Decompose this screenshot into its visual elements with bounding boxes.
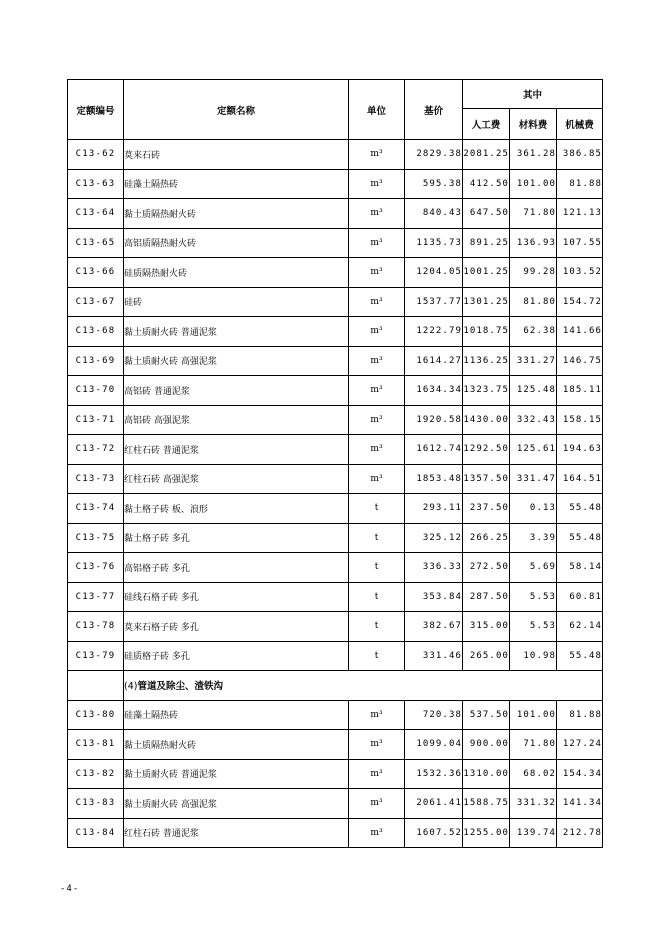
cell-code: C13-77: [68, 582, 124, 612]
cell-labor: 1323.75: [463, 376, 510, 406]
cell-unit: m³: [349, 818, 405, 848]
cell-material: 71.80: [510, 199, 557, 229]
cell-code: C13-67: [68, 287, 124, 317]
cell-base: 1853.48: [405, 464, 463, 494]
cell-base: 720.38: [405, 700, 463, 730]
cell-name: 黏土质耐火砖 普通泥浆: [124, 759, 349, 789]
cell-machine: 154.72: [557, 287, 603, 317]
cell-base: 595.38: [405, 169, 463, 199]
cell-material: 331.27: [510, 346, 557, 376]
cell-base: 1920.58: [405, 405, 463, 435]
cell-labor: 266.25: [463, 523, 510, 553]
cell-base: 1614.27: [405, 346, 463, 376]
cell-name: 硅砖: [124, 287, 349, 317]
table-row: [68, 464, 603, 494]
cell-labor: 1018.75: [463, 317, 510, 347]
table-row: [68, 494, 603, 524]
cell-code: C13-71: [68, 405, 124, 435]
cell-material: 68.02: [510, 759, 557, 789]
header-base-price: 基价: [405, 80, 463, 140]
cell-name: 高铝格子砖 多孔: [124, 553, 349, 583]
cell-labor: 1136.25: [463, 346, 510, 376]
cell-machine: 185.11: [557, 376, 603, 406]
cell-name: 高铝质隔热耐火砖: [124, 228, 349, 258]
cell-material: 139.74: [510, 818, 557, 848]
cell-name: 硅质格子砖 多孔: [124, 641, 349, 671]
header-name: 定额名称: [124, 80, 349, 140]
cell-name: 硅质隔热耐火砖: [124, 258, 349, 288]
cell-name: 黏土质耐火砖 高强泥浆: [124, 789, 349, 819]
cell-code: C13-65: [68, 228, 124, 258]
cell-code: C13-73: [68, 464, 124, 494]
cell-machine: 146.75: [557, 346, 603, 376]
table-row: [68, 287, 603, 317]
cell-name: 黏土格子砖 板、浪形: [124, 494, 349, 524]
table-row: [68, 199, 603, 229]
cell-unit: m³: [349, 346, 405, 376]
cell-machine: 164.51: [557, 464, 603, 494]
cell-unit: t: [349, 553, 405, 583]
quota-table: [67, 79, 603, 848]
cell-labor: 287.50: [463, 582, 510, 612]
cell-labor: 265.00: [463, 641, 510, 671]
cell-code: C13-83: [68, 789, 124, 819]
table-row: [68, 346, 603, 376]
cell-base: 325.12: [405, 523, 463, 553]
table-row: [68, 169, 603, 199]
cell-labor: 1301.25: [463, 287, 510, 317]
cell-base: 2061.41: [405, 789, 463, 819]
cell-labor: 1255.00: [463, 818, 510, 848]
cell-code: C13-80: [68, 700, 124, 730]
table-row: [68, 553, 603, 583]
cell-base: 331.46: [405, 641, 463, 671]
cell-name: 高铝砖 高强泥浆: [124, 405, 349, 435]
cell-unit: t: [349, 523, 405, 553]
cell-code: C13-70: [68, 376, 124, 406]
cell-material: 81.80: [510, 287, 557, 317]
cell-machine: 158.15: [557, 405, 603, 435]
cell-code: C13-63: [68, 169, 124, 199]
table-row: [68, 317, 603, 347]
cell-name: 黏土质隔热耐火砖: [124, 730, 349, 760]
cell-base: 293.11: [405, 494, 463, 524]
cell-unit: m³: [349, 258, 405, 288]
cell-unit: m³: [349, 228, 405, 258]
cell-material: 136.93: [510, 228, 557, 258]
table-body-a: [68, 140, 603, 671]
cell-machine: 194.63: [557, 435, 603, 465]
cell-material: 331.32: [510, 789, 557, 819]
table-row: [68, 376, 603, 406]
cell-name: 黏土质耐火砖 普通泥浆: [124, 317, 349, 347]
cell-unit: t: [349, 612, 405, 642]
cell-machine: 81.88: [557, 700, 603, 730]
cell-unit: t: [349, 582, 405, 612]
cell-machine: 58.14: [557, 553, 603, 583]
cell-code: C13-81: [68, 730, 124, 760]
cell-code: C13-66: [68, 258, 124, 288]
cell-base: 1532.36: [405, 759, 463, 789]
cell-labor: 1357.50: [463, 464, 510, 494]
cell-material: 101.00: [510, 700, 557, 730]
cell-labor: 1310.00: [463, 759, 510, 789]
cell-code: C13-78: [68, 612, 124, 642]
cell-machine: 141.34: [557, 789, 603, 819]
cell-material: 125.61: [510, 435, 557, 465]
cell-labor: 272.50: [463, 553, 510, 583]
cell-base: 1612.74: [405, 435, 463, 465]
table-row: [68, 759, 603, 789]
cell-material: 5.53: [510, 582, 557, 612]
cell-code: C13-69: [68, 346, 124, 376]
cell-material: 5.69: [510, 553, 557, 583]
cell-material: 101.00: [510, 169, 557, 199]
section-title-cell: [124, 671, 603, 701]
cell-base: 840.43: [405, 199, 463, 229]
cell-labor: 1001.25: [463, 258, 510, 288]
cell-material: 332.43: [510, 405, 557, 435]
section-number: (4): [124, 681, 138, 693]
table-row: [68, 730, 603, 760]
cell-labor: 891.25: [463, 228, 510, 258]
table-row: [68, 405, 603, 435]
cell-material: 71.80: [510, 730, 557, 760]
header-labor: 人工费: [463, 109, 510, 140]
cell-base: 1135.73: [405, 228, 463, 258]
cell-material: 5.53: [510, 612, 557, 642]
cell-unit: m³: [349, 464, 405, 494]
cell-unit: m³: [349, 317, 405, 347]
header-among: 其中: [463, 80, 603, 109]
cell-labor: 412.50: [463, 169, 510, 199]
cell-code: C13-64: [68, 199, 124, 229]
table-row: [68, 582, 603, 612]
table-row: [68, 140, 603, 170]
cell-machine: 141.66: [557, 317, 603, 347]
cell-material: 361.28: [510, 140, 557, 170]
cell-unit: m³: [349, 169, 405, 199]
cell-machine: 212.78: [557, 818, 603, 848]
table-row: [68, 228, 603, 258]
header-machine: 机械费: [557, 109, 603, 140]
table-row: [68, 700, 603, 730]
cell-machine: 55.48: [557, 494, 603, 524]
table-row: [68, 258, 603, 288]
cell-labor: 900.00: [463, 730, 510, 760]
cell-code: C13-72: [68, 435, 124, 465]
cell-labor: 237.50: [463, 494, 510, 524]
cell-machine: 386.85: [557, 140, 603, 170]
cell-unit: m³: [349, 140, 405, 170]
cell-material: 0.13: [510, 494, 557, 524]
table-row: [68, 612, 603, 642]
section-blank-cell: [68, 671, 124, 701]
cell-base: 1099.04: [405, 730, 463, 760]
cell-labor: 315.00: [463, 612, 510, 642]
cell-machine: 81.88: [557, 169, 603, 199]
cell-code: C13-84: [68, 818, 124, 848]
cell-name: 硅线石格子砖 多孔: [124, 582, 349, 612]
cell-base: 1607.52: [405, 818, 463, 848]
cell-machine: 55.48: [557, 523, 603, 553]
cell-base: 1222.79: [405, 317, 463, 347]
table-row: [68, 789, 603, 819]
cell-machine: 127.24: [557, 730, 603, 760]
header-material: 材料费: [510, 109, 557, 140]
cell-unit: m³: [349, 199, 405, 229]
cell-unit: m³: [349, 730, 405, 760]
cell-code: C13-76: [68, 553, 124, 583]
cell-machine: 62.14: [557, 612, 603, 642]
table-header: [68, 80, 603, 140]
cell-unit: t: [349, 494, 405, 524]
cell-material: 62.38: [510, 317, 557, 347]
section-title: 管道及除尘、渣铁沟: [137, 681, 223, 693]
cell-name: 硅藻土隔热砖: [124, 169, 349, 199]
cell-name: 红柱石砖 普通泥浆: [124, 818, 349, 848]
cell-machine: 103.52: [557, 258, 603, 288]
table-row: [68, 523, 603, 553]
cell-unit: m³: [349, 376, 405, 406]
cell-code: C13-75: [68, 523, 124, 553]
cell-base: 336.33: [405, 553, 463, 583]
cell-base: 353.84: [405, 582, 463, 612]
cell-material: 10.98: [510, 641, 557, 671]
cell-unit: m³: [349, 759, 405, 789]
cell-material: 125.48: [510, 376, 557, 406]
cell-machine: 55.48: [557, 641, 603, 671]
cell-base: 1537.77: [405, 287, 463, 317]
cell-code: C13-79: [68, 641, 124, 671]
page-number: -4-: [60, 884, 80, 894]
cell-base: 1204.05: [405, 258, 463, 288]
cell-labor: 1588.75: [463, 789, 510, 819]
table-row: [68, 435, 603, 465]
header-unit: 单位: [349, 80, 405, 140]
cell-name: 黏土质隔热耐火砖: [124, 199, 349, 229]
section-header-row: [68, 671, 603, 701]
cell-code: C13-74: [68, 494, 124, 524]
cell-material: 3.39: [510, 523, 557, 553]
cell-material: 331.47: [510, 464, 557, 494]
cell-base: 1634.34: [405, 376, 463, 406]
cell-name: 黏土质耐火砖 高强泥浆: [124, 346, 349, 376]
section-header-group: [68, 671, 603, 701]
cell-labor: 647.50: [463, 199, 510, 229]
cell-name: 莫来石格子砖 多孔: [124, 612, 349, 642]
cell-base: 2829.38: [405, 140, 463, 170]
cell-material: 99.28: [510, 258, 557, 288]
cell-machine: 121.13: [557, 199, 603, 229]
cell-code: C13-82: [68, 759, 124, 789]
cell-name: 莫来石砖: [124, 140, 349, 170]
cell-unit: m³: [349, 700, 405, 730]
cell-base: 382.67: [405, 612, 463, 642]
cell-unit: m³: [349, 789, 405, 819]
cell-labor: 2081.25: [463, 140, 510, 170]
cell-unit: m³: [349, 435, 405, 465]
table-body-b: [68, 700, 603, 848]
cell-unit: t: [349, 641, 405, 671]
cell-unit: m³: [349, 287, 405, 317]
cell-labor: 1430.00: [463, 405, 510, 435]
cell-code: C13-62: [68, 140, 124, 170]
cell-name: 硅藻土隔热砖: [124, 700, 349, 730]
cell-unit: m³: [349, 405, 405, 435]
cell-name: 红柱石砖 普通泥浆: [124, 435, 349, 465]
cell-machine: 107.55: [557, 228, 603, 258]
cell-name: 高铝砖 普通泥浆: [124, 376, 349, 406]
cell-labor: 537.50: [463, 700, 510, 730]
table-row: [68, 818, 603, 848]
cell-machine: 154.34: [557, 759, 603, 789]
header-code: 定额编号: [68, 80, 124, 140]
cell-name: 黏土格子砖 多孔: [124, 523, 349, 553]
cell-name: 红柱石砖 高强泥浆: [124, 464, 349, 494]
cell-code: C13-68: [68, 317, 124, 347]
cell-labor: 1292.50: [463, 435, 510, 465]
table-row: [68, 641, 603, 671]
cell-machine: 60.81: [557, 582, 603, 612]
